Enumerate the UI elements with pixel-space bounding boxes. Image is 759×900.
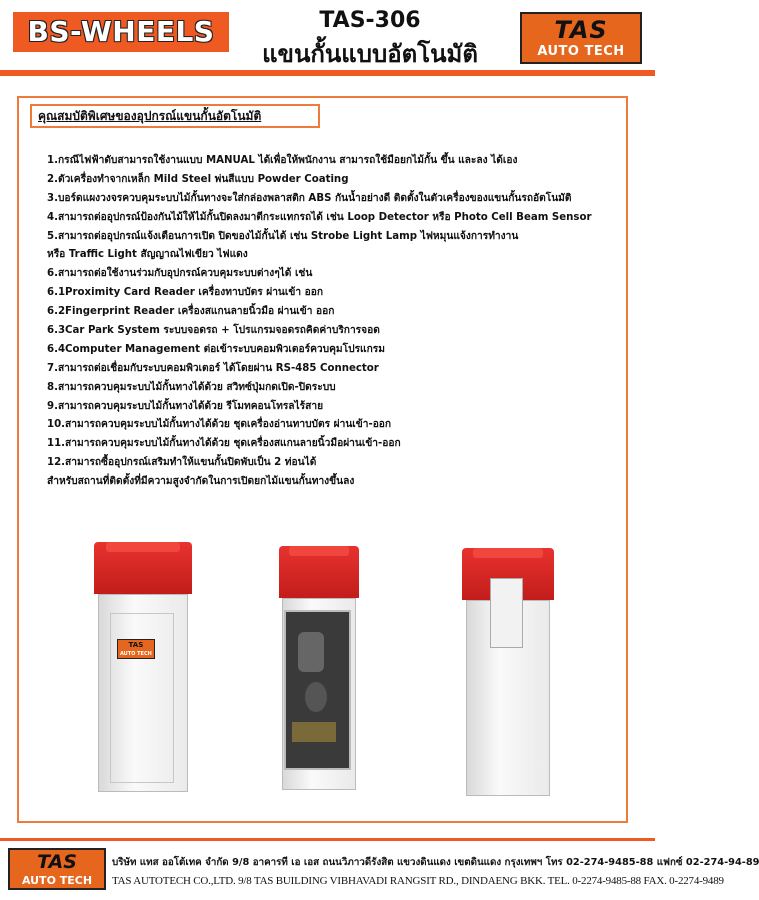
brand-banner (13, 12, 229, 52)
arm-mount-bracket (490, 578, 523, 648)
feature-item: 4.สามารถต่ออุปกรณ์ป้องกันไม้ให้ไม้กั้นปิดลงมาตีกระแทกรถได้ เช่น Loop Detector หรือ Photo Cell Beam Sensor (47, 211, 592, 223)
barrier-cabinet-open (279, 546, 359, 790)
footer-address-thai: บริษัท แทส ออโต้เทค จำกัด 9/8 อาคารที เอ เอส ถนนวิภาวดีรังสิต แขวงดินแดง เขตดินแดง กรุงเทพฯ โทร 02-274-9485-88 แฟกซ์ 02-274-94-89 (112, 857, 759, 868)
section-heading: คุณสมบัติพิเศษของอุปกรณ์แขนกั้นอัตโนมัติ (30, 104, 320, 128)
feature-item: 12.สามารถซื้ออุปกรณ์เสริมทำให้แขนกั้นปิดพับเป็น 2 ท่อนได้ (47, 457, 317, 469)
footer-tas-logo (8, 848, 106, 890)
brand-suffix: WHEELS (80, 15, 215, 48)
footer-logo-main: TAS (37, 851, 77, 873)
feature-item: 10.สามารถควบคุมระบบไม้กั้นทางได้ด้วย ชุดเครื่องอ่านทาบบัตร ผ่านเข้า-ออก (47, 419, 392, 431)
feature-item: 7.สามารถต่อเชื่อมกับระบบคอมพิวเตอร์ ได้โดยผ่าน RS-485 Connector (47, 362, 379, 374)
feature-item: 6.2Fingerprint Reader เครื่องสแกนลายนิ้วมือ ผ่านเข้า ออก (47, 306, 335, 318)
cabinet-logo-main: TAS (128, 641, 144, 649)
product-subtitle: แขนกั้นแบบอัตโนมัติ (262, 40, 478, 68)
footer-divider (0, 838, 655, 841)
brand-prefix: BS (27, 15, 71, 48)
page-header (0, 0, 655, 70)
feature-item: 5.สามารถต่ออุปกรณ์แจ้งเตือนการเปิด ปิดของไม้กั้นได้ เช่น Strobe Light Lamp ไฟหมุนแจ้งการทำงาน (47, 230, 519, 242)
feature-item: 6.สามารถต่อใช้งานร่วมกับอุปกรณ์ควบคุมระบบต่างๆได้ เช่น (47, 268, 313, 280)
feature-list (47, 152, 622, 492)
barrier-cabinet-side (462, 548, 554, 796)
model-number: TAS-306 (319, 8, 421, 33)
brand-name (13, 12, 229, 52)
footer-address-english: TAS AUTOTECH CO.,LTD. 9/8 TAS BUILDING VIBHAVADI RANGSIT RD., DINDAENG BKK. TEL. 0-2274-9485-88 FAX. 0-2274-9489 (112, 875, 724, 887)
tas-logo (520, 12, 642, 64)
feature-item: หรือ Traffic Light สัญญาณไฟเขียว ไฟแดง (47, 249, 248, 261)
footer-logo-sub: AUTO TECH (21, 874, 93, 887)
base-plate (292, 722, 336, 742)
feature-item: 8.สามารถควบคุมระบบไม้กั้นทางได้ด้วย สวิทซ์ปุ่มกดเปิด-ปิดระบบ (47, 381, 336, 393)
cabinet-tas-logo (117, 639, 155, 659)
feature-item: 6.4Computer Management ต่อเข้าระบบคอมพิวเตอร์ควบคุมโปรแกรม (47, 343, 385, 355)
cabinet-mechanism (284, 610, 351, 770)
feature-item: 6.1Proximity Card Reader เครื่องทาบบัตร ผ่านเข้า ออก (47, 287, 324, 299)
feature-item: สำหรับสถานที่ติดตั้งที่มีความสูงจำกัดในการเปิดยกไม้แขนกั้นทางขึ้นลง (47, 476, 355, 488)
feature-item: 6.3Car Park System ระบบจอดรถ + โปรแกรมจอดรถคิดค่าบริการจอด (47, 325, 380, 337)
motor-unit (298, 632, 323, 672)
cabinet-body (98, 594, 188, 792)
header-divider (0, 70, 655, 76)
brand-dash: - (70, 15, 81, 48)
logo-sub-text: AUTO TECH (537, 44, 625, 59)
gear-unit (305, 682, 327, 712)
cabinet-logo-sub: AUTO TECH (119, 651, 152, 657)
product-photo-panel (64, 522, 581, 813)
logo-main-text: TAS (554, 16, 608, 44)
feature-item: 3.บอร์ดแผงวงจรควบคุมระบบไม้กั้นทางจะใส่กล่องพลาสติก ABS กันน้ำอย่างดี ติดตั้งในตัวเครื่องของแขนกั้นรถอัตโนมัติ (47, 192, 572, 204)
feature-item: 9.สามารถควบคุมระบบไม้กั้นทางได้ด้วย รีโมทคอนโทรลไร้สาย (47, 400, 324, 412)
barrier-cabinet-front (94, 542, 192, 792)
feature-item: 11.สามารถควบคุมระบบไม้กั้นทางได้ด้วย ชุดเครื่องสแกนลายนิ้วมือผ่านเข้า-ออก (47, 438, 401, 450)
cabinet-red-cap (94, 542, 192, 594)
cabinet-red-cap (279, 546, 359, 598)
feature-item: 2.ตัวเครื่องทำจากเหล็ก Mild Steel พ่นสีแบบ Powder Coating (47, 173, 349, 185)
feature-item: 1.กรณีไฟฟ้าดับสามารถใช้งานแบบ MANUAL ได้เพื่อให้พนักงาน สามารถใช้มือยกไม้กั้น ขึ้น และลง ได้เอง (47, 155, 518, 166)
